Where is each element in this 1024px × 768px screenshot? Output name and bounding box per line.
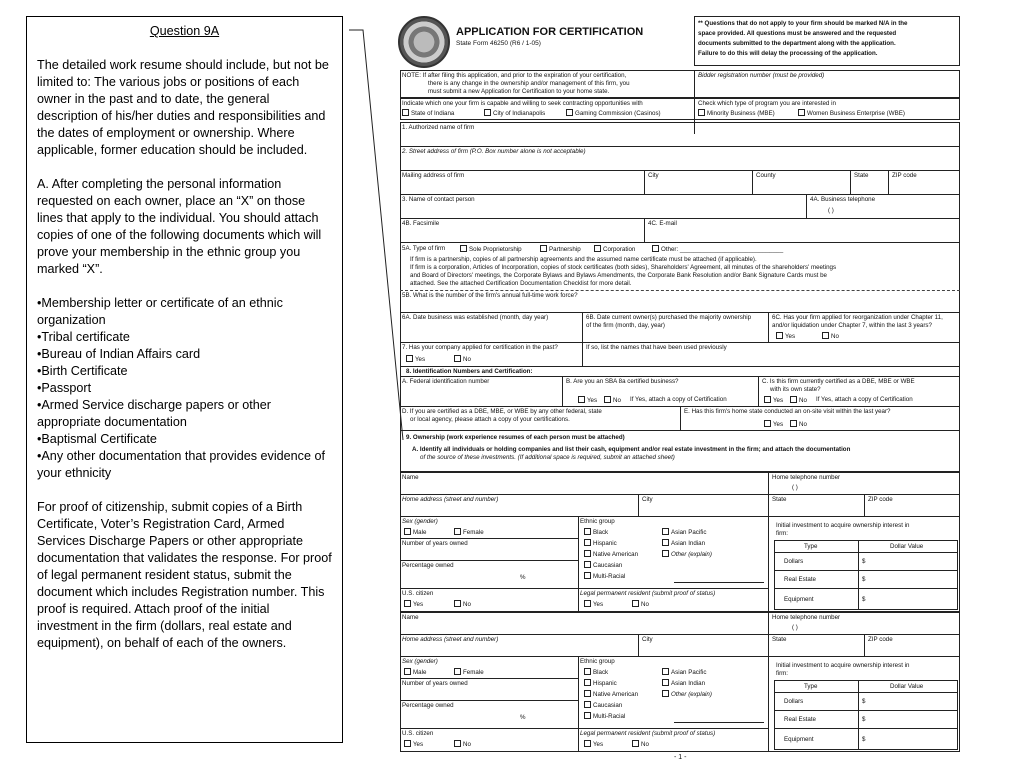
ethnic-option[interactable]: Asian Pacific bbox=[662, 528, 706, 536]
percent-sign: % bbox=[520, 574, 526, 581]
checkbox[interactable] bbox=[540, 245, 547, 252]
checkbox[interactable] bbox=[662, 550, 669, 557]
sex-male[interactable]: Male bbox=[404, 528, 426, 536]
owner-name-label: Name bbox=[402, 474, 419, 481]
owner-zip-label: ZIP code bbox=[868, 636, 893, 643]
q8b-label: B. Are you an SBA 8a certified business? bbox=[566, 378, 679, 385]
q8e-no[interactable]: No bbox=[790, 420, 807, 428]
notice-line: documents submitted to the department along with the application. bbox=[698, 40, 896, 47]
checkbox[interactable] bbox=[454, 668, 461, 675]
ethnic-option[interactable]: Caucasian bbox=[584, 701, 622, 709]
q8c-attach: If Yes, attach a copy of Certification bbox=[816, 396, 913, 403]
q8e-label: E. Has this firm's home state conducted an on-site visit within the last year? bbox=[684, 408, 891, 415]
legal-resident-label: Legal permanent resident (submit proof of status) bbox=[580, 730, 716, 737]
checkbox[interactable] bbox=[406, 355, 413, 362]
q3-label: 3. Name of contact person bbox=[402, 196, 475, 203]
document-list-item: •Baptismal Certificate bbox=[37, 432, 157, 446]
ethnic-group-label: Ethnic group bbox=[580, 518, 615, 525]
firm-type-other[interactable]: Other: ______________________________ bbox=[652, 245, 783, 253]
investment-type: Real Estate bbox=[784, 576, 816, 583]
investment-type: Real Estate bbox=[784, 716, 816, 723]
investment-type: Dollars bbox=[784, 698, 804, 705]
checkbox[interactable] bbox=[776, 332, 783, 339]
q6c-label-2: and/or liquidation under Chapter 7, within the last 3 years? bbox=[772, 322, 932, 329]
q8c-label-2: with its own state? bbox=[770, 386, 821, 393]
home-phone-label: Home telephone number bbox=[772, 614, 841, 621]
checkbox[interactable] bbox=[790, 420, 797, 427]
citizen-yes[interactable]: Yes bbox=[404, 740, 423, 748]
investment-label-2: firm: bbox=[776, 530, 789, 537]
checkbox[interactable] bbox=[566, 109, 573, 116]
owner-zip-label: ZIP code bbox=[868, 496, 893, 503]
note-line: there is any change in the ownership and/or management of this firm, you bbox=[428, 80, 630, 87]
panel-paragraph-resume: The detailed work resume should include, but not be limited to: The various jobs or positions of each owner in the past and to date, the general description of his/her duties and responsibilities and the dates of employment or ownership. Where applicable, former education should be included. bbox=[37, 58, 329, 157]
checkbox[interactable] bbox=[594, 245, 601, 252]
sex-female[interactable]: Female bbox=[454, 668, 484, 676]
checkbox[interactable] bbox=[798, 109, 805, 116]
checkbox[interactable] bbox=[454, 528, 461, 535]
document-list-item: •Armed Service discharge papers or other appropriate documentation bbox=[37, 398, 272, 429]
q6c-yes[interactable]: Yes bbox=[776, 332, 795, 340]
checkbox[interactable] bbox=[584, 712, 591, 719]
note-line: NOTE: If after filing this application, and prior to the expiration of your certification, bbox=[402, 72, 627, 79]
checkbox[interactable] bbox=[632, 740, 639, 747]
q8c-label: C. Is this firm currently certified as a DBE, MBE or WBE bbox=[762, 378, 915, 385]
q9-label: 9. Ownership (work experience resumes of each person must be attached) bbox=[406, 434, 625, 441]
owner-block bbox=[400, 472, 960, 612]
checkbox[interactable] bbox=[652, 245, 659, 252]
resident-yes[interactable]: Yes bbox=[584, 600, 603, 608]
checkbox[interactable] bbox=[584, 690, 591, 697]
percent-sign: % bbox=[520, 714, 526, 721]
q7-label: 7. Has your company applied for certification in the past? bbox=[402, 344, 558, 351]
ethnic-option[interactable]: Asian Indian bbox=[662, 679, 705, 687]
q8e-yes[interactable]: Yes bbox=[764, 420, 783, 428]
zip-label: ZIP code bbox=[892, 172, 917, 179]
ethnic-option[interactable]: Asian Indian bbox=[662, 539, 705, 547]
citizen-no[interactable]: No bbox=[454, 740, 471, 748]
owner-name-label: Name bbox=[402, 614, 419, 621]
q5a-note: If firm is a corporation, Articles of Incorporation, copies of stock certificates (both sides), Shareholders' Agreement, all minutes of the shareholders' meetings bbox=[410, 264, 837, 271]
checkbox[interactable] bbox=[460, 245, 467, 252]
citizen-label: U.S. citizen bbox=[402, 590, 434, 597]
sex-label: Sex (gender) bbox=[402, 518, 438, 525]
value-header: Dollar Value bbox=[890, 683, 924, 690]
phone-parens: ( ) bbox=[792, 484, 798, 491]
checkbox[interactable] bbox=[578, 396, 585, 403]
years-owned-label: Number of years owned bbox=[402, 680, 468, 687]
q8-label: 8. Identification Numbers and Certification: bbox=[406, 368, 533, 375]
checkbox[interactable] bbox=[584, 701, 591, 708]
q5a-note: attached. See the attached Certification Documentation Checklist for more detail. bbox=[410, 280, 632, 287]
opportunity-state[interactable]: State of Indiana bbox=[402, 109, 454, 117]
notice-line: Failure to do this will delay the processing of the application. bbox=[698, 50, 878, 57]
checkbox[interactable] bbox=[584, 561, 591, 568]
legal-resident-label: Legal permanent resident (submit proof of status) bbox=[580, 590, 716, 597]
checkbox[interactable] bbox=[604, 396, 611, 403]
home-address-label: Home address (street and number) bbox=[402, 636, 499, 643]
checkbox[interactable] bbox=[454, 355, 461, 362]
question-9a-panel bbox=[26, 16, 343, 743]
q5a-note: and Board of Directors' meetings, the Corporate Bylaws and Bylaws Amendments, the Corporate Bank Resolution and/or Bank Signature Cards must be bbox=[410, 272, 827, 279]
panel-paragraph-ethnic: A. After completing the personal information requested on each owner, place an “X” on those lines that apply to the individual. You should attach copies of one of the following documents which will prove your membership in the ethnic group you marked “X”. bbox=[37, 177, 322, 276]
opportunity-gaming[interactable]: Gaming Commission (Casinos) bbox=[566, 109, 661, 117]
resident-no[interactable]: No bbox=[632, 740, 649, 748]
investment-label: Initial investment to acquire ownership interest in bbox=[776, 522, 910, 529]
state-label: State bbox=[854, 172, 869, 179]
citizen-yes[interactable]: Yes bbox=[404, 600, 423, 608]
firm-type-corporation[interactable]: Corporation bbox=[594, 245, 635, 253]
dollar-sign: $ bbox=[862, 576, 866, 583]
q6c-no[interactable]: No bbox=[822, 332, 839, 340]
firm-type-sole[interactable]: Sole Proprietorship bbox=[460, 245, 522, 253]
q4c-label: 4C. E-mail bbox=[648, 220, 677, 227]
checkbox[interactable] bbox=[404, 668, 411, 675]
owner-state-label: State bbox=[772, 636, 787, 643]
q2-label: 2. Street address of firm (P.O. Box number alone is not acceptable) bbox=[402, 148, 586, 155]
program-label: Check which type of program you are interested in bbox=[698, 100, 836, 107]
q8c-no[interactable]: No bbox=[790, 396, 807, 404]
investment-label-2: firm: bbox=[776, 670, 789, 677]
document-list-item: •Birth Certificate bbox=[37, 364, 128, 378]
dollar-sign: $ bbox=[862, 558, 866, 565]
q9a-label-2: of the source of these investments. (If additional space is required, submit an attached sheet) bbox=[420, 454, 675, 461]
q8b-attach: If Yes, attach a copy of Certification bbox=[630, 396, 727, 403]
q5a-note: If firm is a partnership, copies of all partnership agreements and the assumed name certificate must be attached (if applicable). bbox=[410, 256, 757, 263]
form-title: APPLICATION FOR CERTIFICATION bbox=[456, 26, 644, 38]
ethnic-option[interactable]: Black bbox=[584, 528, 608, 536]
q7-no[interactable]: No bbox=[454, 355, 471, 363]
dollar-sign: $ bbox=[862, 698, 866, 705]
panel-paragraph-citizenship: For proof of citizenship, submit copies of a Birth Certificate, Voter’s Registration Card, Armed Services Discharge Papers or other appropriate documentation that validates the response. For proof of legal permanent resident status, submit the document which includes Registration number. This proof is required. Attach proof of the initial investment in the firm (dollars, real estate and equipment), on behalf of each of the owners. bbox=[37, 500, 332, 650]
opportunity-city[interactable]: City of Indianapolis bbox=[484, 109, 545, 117]
dollar-sign: $ bbox=[862, 716, 866, 723]
q8b-no[interactable]: No bbox=[604, 396, 621, 404]
program-wbe[interactable]: Women Business Enterprise (WBE) bbox=[798, 109, 905, 117]
percentage-owned-label: Percentage owned bbox=[402, 562, 454, 569]
q6b-label: 6B. Date current owner(s) purchased the majority ownership bbox=[586, 314, 752, 321]
q1-label: 1. Authorized name of firm bbox=[402, 124, 475, 131]
q8d-label: D. If you are certified as a DBE, MBE, or WBE by any other federal, state bbox=[402, 408, 602, 415]
county-label: County bbox=[756, 172, 776, 179]
checkbox[interactable] bbox=[662, 679, 669, 686]
value-header: Dollar Value bbox=[890, 543, 924, 550]
q9a-label: A. Identify all individuals or holding companies and list their cash, equipment and/or real estate investment in the firm; and attach the documentation bbox=[412, 446, 851, 453]
document-list bbox=[37, 295, 332, 482]
q7-yes[interactable]: Yes bbox=[406, 355, 425, 363]
q4b-label: 4B. Facsimile bbox=[402, 220, 440, 227]
citizen-no[interactable]: No bbox=[454, 600, 471, 608]
home-address-label: Home address (street and number) bbox=[402, 496, 499, 503]
years-owned-label: Number of years owned bbox=[402, 540, 468, 547]
ethnic-option[interactable]: Hispanic bbox=[584, 679, 617, 687]
type-header: Type bbox=[804, 543, 818, 550]
q6c-label: 6C. Has your firm applied for reorganization under Chapter 11, bbox=[772, 314, 943, 321]
q8c-yes[interactable]: Yes bbox=[764, 396, 783, 404]
firm-type-partnership[interactable]: Partnership bbox=[540, 245, 581, 253]
document-list-item: •Bureau of Indian Affairs card bbox=[37, 347, 201, 361]
home-phone-label: Home telephone number bbox=[772, 474, 841, 481]
sex-female[interactable]: Female bbox=[454, 528, 484, 536]
page-number: - 1 - bbox=[674, 754, 687, 761]
ethnic-option[interactable]: Caucasian bbox=[584, 561, 622, 569]
checkbox[interactable] bbox=[632, 600, 639, 607]
percentage-owned-label: Percentage owned bbox=[402, 702, 454, 709]
checkbox[interactable] bbox=[662, 690, 669, 697]
q4a-label: 4A. Business telephone bbox=[810, 196, 876, 203]
investment-type: Equipment bbox=[784, 736, 814, 743]
checkbox[interactable] bbox=[584, 668, 591, 675]
checkbox[interactable] bbox=[584, 539, 591, 546]
checkbox[interactable] bbox=[764, 396, 771, 403]
checkbox[interactable] bbox=[484, 109, 491, 116]
checkbox[interactable] bbox=[662, 668, 669, 675]
checkbox[interactable] bbox=[698, 109, 705, 116]
form-number: State Form 46250 (R6 / 1-05) bbox=[456, 40, 541, 47]
checkbox[interactable] bbox=[662, 539, 669, 546]
checkbox[interactable] bbox=[454, 740, 461, 747]
application-form bbox=[398, 14, 964, 764]
ethnic-option[interactable]: Other (explain) bbox=[662, 690, 712, 698]
mailing-label: Mailing address of firm bbox=[402, 172, 465, 179]
document-list-item: •Passport bbox=[37, 381, 92, 395]
ethnic-option[interactable]: Black bbox=[584, 668, 608, 676]
q7b-label: If so, list the names that have been used previously bbox=[586, 344, 727, 351]
ethnic-option[interactable]: Native American bbox=[584, 690, 638, 698]
ethnic-option[interactable]: Hispanic bbox=[584, 539, 617, 547]
q6a-label: 6A. Date business was established (month, day year) bbox=[402, 314, 549, 321]
type-header: Type bbox=[804, 683, 818, 690]
sex-label: Sex (gender) bbox=[402, 658, 438, 665]
program-mbe[interactable]: Minority Business (MBE) bbox=[698, 109, 775, 117]
checkbox[interactable] bbox=[584, 550, 591, 557]
ethnic-option[interactable]: Multi-Racial bbox=[584, 572, 625, 580]
owner-state-label: State bbox=[772, 496, 787, 503]
investment-type: Dollars bbox=[784, 558, 804, 565]
checkbox[interactable] bbox=[404, 528, 411, 535]
ethnic-group-label: Ethnic group bbox=[580, 658, 615, 665]
ethnic-option[interactable]: Native American bbox=[584, 550, 638, 558]
q5a-label: 5A. Type of firm bbox=[402, 245, 446, 252]
checkbox[interactable] bbox=[584, 740, 591, 747]
dollar-sign: $ bbox=[862, 736, 866, 743]
dollar-sign: $ bbox=[862, 596, 866, 603]
sex-male[interactable]: Male bbox=[404, 668, 426, 676]
notice-line: ** Questions that do not apply to your firm should be marked N/A in the bbox=[698, 20, 908, 27]
document-list-item: •Any other documentation that provides evidence of your ethnicity bbox=[37, 449, 325, 480]
resident-yes[interactable]: Yes bbox=[584, 740, 603, 748]
document-list-item: •Membership letter or certificate of an ethnic organization bbox=[37, 296, 283, 327]
q5b-label: 5B. What is the number of the firm's annual full-time work force? bbox=[402, 292, 578, 299]
investment-label: Initial investment to acquire ownership interest in bbox=[776, 662, 910, 669]
resident-no[interactable]: No bbox=[632, 600, 649, 608]
checkbox[interactable] bbox=[584, 679, 591, 686]
checkbox[interactable] bbox=[662, 528, 669, 535]
owner-city-label: City bbox=[642, 496, 653, 503]
panel-title: Question 9A bbox=[149, 24, 220, 38]
investment-type: Equipment bbox=[784, 596, 814, 603]
phone-parens: ( ) bbox=[792, 624, 798, 631]
owner-block bbox=[400, 612, 960, 752]
city-label: City bbox=[648, 172, 659, 179]
phone-parens: ( ) bbox=[828, 207, 834, 214]
bidder-number-label: Bidder registration number (must be provided) bbox=[698, 72, 825, 79]
document-list-item: •Tribal certificate bbox=[37, 330, 130, 344]
citizen-label: U.S. citizen bbox=[402, 730, 434, 737]
notice-line: space provided. All questions must be answered and the requested bbox=[698, 30, 897, 37]
checkbox[interactable] bbox=[402, 109, 409, 116]
ethnic-option[interactable]: Multi-Racial bbox=[584, 712, 625, 720]
owner-city-label: City bbox=[642, 636, 653, 643]
ethnic-option[interactable]: Other (explain) bbox=[662, 550, 712, 558]
q8a-label: A. Federal identification number bbox=[402, 378, 490, 385]
note-line: must submit a new Application for Certification to your home state. bbox=[428, 88, 610, 95]
opportunities-label: Indicate which one your firm is capable and willing to seek contracting opportunities with bbox=[402, 100, 643, 107]
checkbox[interactable] bbox=[764, 420, 771, 427]
ethnic-option[interactable]: Asian Pacific bbox=[662, 668, 706, 676]
checkbox[interactable] bbox=[790, 396, 797, 403]
q6b-label-2: of the firm (month, day, year) bbox=[586, 322, 665, 329]
q8b-yes[interactable]: Yes bbox=[578, 396, 597, 404]
checkbox[interactable] bbox=[454, 600, 461, 607]
checkbox[interactable] bbox=[404, 740, 411, 747]
checkbox[interactable] bbox=[822, 332, 829, 339]
checkbox[interactable] bbox=[404, 600, 411, 607]
checkbox[interactable] bbox=[584, 572, 591, 579]
state-seal-icon bbox=[398, 16, 450, 68]
checkbox[interactable] bbox=[584, 528, 591, 535]
checkbox[interactable] bbox=[584, 600, 591, 607]
q8d-label-2: or local agency, please attach a copy of your certifications. bbox=[410, 416, 570, 423]
